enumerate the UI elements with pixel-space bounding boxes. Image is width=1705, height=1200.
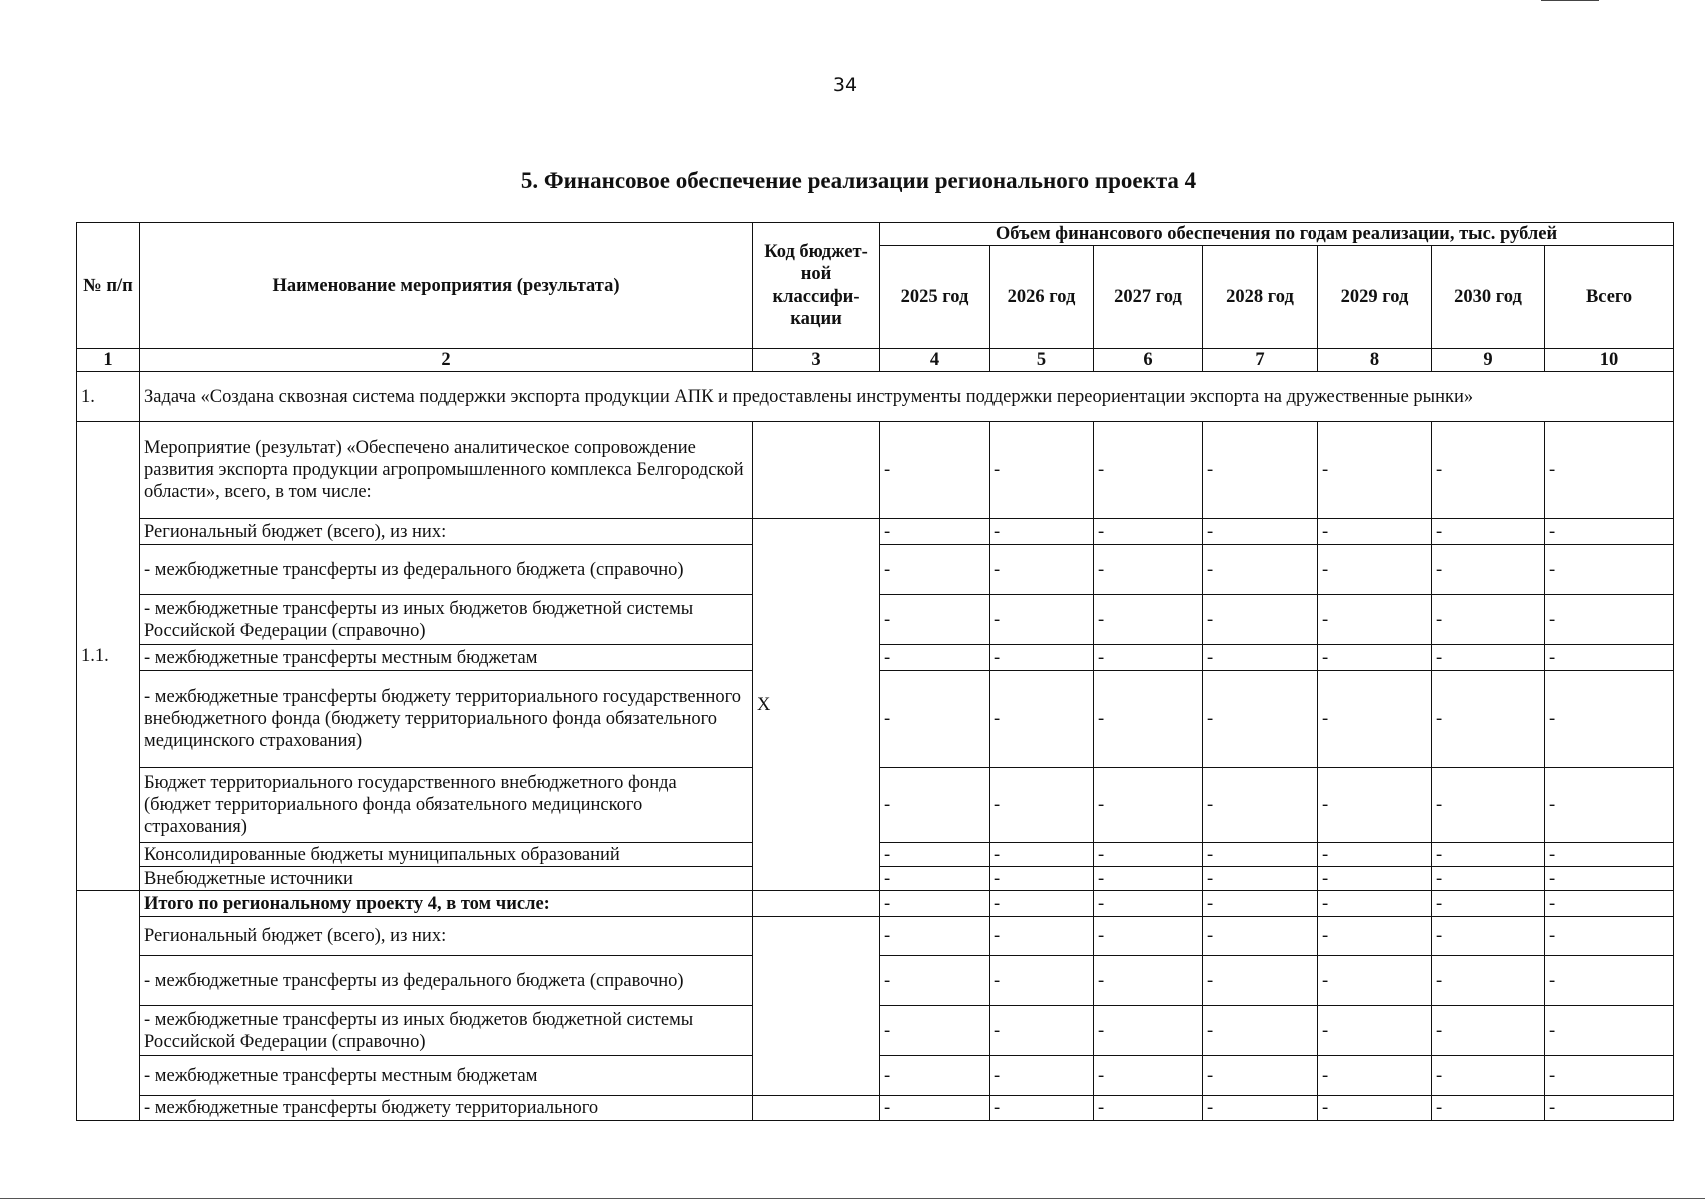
- year-value: -: [1318, 1006, 1432, 1056]
- year-value: -: [880, 867, 990, 891]
- header-name: Наименование мероприятия (результата): [140, 223, 753, 349]
- year-value: -: [1094, 671, 1203, 768]
- year-value: -: [1094, 422, 1203, 519]
- row-number: 1.1.: [77, 422, 140, 891]
- year-value: -: [1094, 1096, 1203, 1121]
- row-name: - межбюджетные трансферты бюджету территориального государственного внебюджетного фонда (бюджету территориального фонда обязательного медицинского страхования): [140, 671, 753, 768]
- column-number: 10: [1545, 349, 1674, 372]
- year-value: -: [1432, 1006, 1545, 1056]
- year-value: -: [1318, 891, 1432, 917]
- year-value: -: [1203, 956, 1318, 1006]
- year-value: -: [990, 671, 1094, 768]
- row-name: Мероприятие (результат) «Обеспечено аналитическое сопровождение развития экспорта продукции агропромышленного комплекса Белгородской области», всего, в том числе:: [140, 422, 753, 519]
- total-value: -: [1545, 867, 1674, 891]
- header-volume: Объем финансового обеспечения по годам реализации, тыс. рублей: [880, 223, 1674, 246]
- year-value: -: [880, 1056, 990, 1096]
- column-number: 3: [753, 349, 880, 372]
- task-row: [77, 372, 1674, 422]
- total-value: -: [1545, 1056, 1674, 1096]
- year-value: -: [1203, 768, 1318, 843]
- year-value: -: [990, 1096, 1094, 1121]
- year-value: -: [1318, 1056, 1432, 1096]
- total-value: -: [1545, 1006, 1674, 1056]
- budget-code-cell: [753, 1096, 880, 1121]
- total-value: -: [1545, 843, 1674, 867]
- row-name: - межбюджетные трансферты из федерального бюджета (справочно): [140, 545, 753, 595]
- year-value: -: [1318, 545, 1432, 595]
- year-value: -: [880, 545, 990, 595]
- year-value: -: [1432, 595, 1545, 645]
- year-value: -: [1203, 917, 1318, 956]
- column-number: 5: [990, 349, 1094, 372]
- year-value: -: [1432, 545, 1545, 595]
- year-value: -: [1094, 1056, 1203, 1096]
- year-value: -: [990, 422, 1094, 519]
- year-value: -: [1094, 891, 1203, 917]
- year-value: -: [1432, 768, 1545, 843]
- header-year: 2026 год: [990, 246, 1094, 349]
- year-value: -: [1094, 768, 1203, 843]
- year-value: -: [1318, 843, 1432, 867]
- year-value: -: [1432, 671, 1545, 768]
- header-total: Всего: [1545, 246, 1674, 349]
- year-value: -: [1094, 545, 1203, 595]
- row-name: - межбюджетные трансферты из иных бюджетов бюджетной системы Российской Федерации (справочно): [140, 595, 753, 645]
- year-value: -: [990, 645, 1094, 671]
- total-value: -: [1545, 671, 1674, 768]
- year-value: -: [990, 867, 1094, 891]
- year-value: -: [1432, 843, 1545, 867]
- year-value: -: [880, 671, 990, 768]
- budget-code-cell: [753, 422, 880, 519]
- column-number: 1: [77, 349, 140, 372]
- page-bottom-edge: [0, 1198, 1705, 1199]
- task-text: Задача «Создана сквозная система поддержки экспорта продукции АПК и предоставлены инструменты поддержки переориентации экспорта на дружественные рынки»: [140, 372, 1674, 422]
- row-name: - межбюджетные трансферты бюджету территориального: [140, 1096, 753, 1121]
- header-year: 2028 год: [1203, 246, 1318, 349]
- budget-code-cell: Х: [753, 519, 880, 891]
- year-value: -: [990, 1006, 1094, 1056]
- table-row: [77, 917, 1674, 956]
- row-number: 1.: [77, 372, 140, 422]
- year-value: -: [880, 422, 990, 519]
- year-value: -: [990, 519, 1094, 545]
- year-value: -: [1318, 671, 1432, 768]
- column-number: 6: [1094, 349, 1203, 372]
- year-value: -: [990, 891, 1094, 917]
- year-value: -: [1318, 917, 1432, 956]
- year-value: -: [880, 645, 990, 671]
- budget-code-cell: [753, 917, 880, 1096]
- row-name: Консолидированные бюджеты муниципальных образований: [140, 843, 753, 867]
- header-year: 2030 год: [1432, 246, 1545, 349]
- year-value: -: [1203, 595, 1318, 645]
- year-value: -: [1203, 1056, 1318, 1096]
- year-value: -: [880, 891, 990, 917]
- year-value: -: [1203, 671, 1318, 768]
- table-row: [77, 519, 1674, 545]
- year-value: -: [1203, 843, 1318, 867]
- total-value: -: [1545, 1096, 1674, 1121]
- year-value: -: [1432, 917, 1545, 956]
- year-value: -: [1318, 422, 1432, 519]
- header-num: № п/п: [77, 223, 140, 349]
- page-edge-mark: [1541, 0, 1599, 1]
- year-value: -: [1094, 645, 1203, 671]
- year-value: -: [1318, 1096, 1432, 1121]
- year-value: -: [1318, 768, 1432, 843]
- year-value: -: [1432, 1056, 1545, 1096]
- column-number: 4: [880, 349, 990, 372]
- year-value: -: [1318, 867, 1432, 891]
- year-value: -: [1432, 422, 1545, 519]
- year-value: -: [1203, 1006, 1318, 1056]
- row-name: Итого по региональному проекту 4, в том числе:: [140, 891, 753, 917]
- total-value: -: [1545, 768, 1674, 843]
- row-name: - межбюджетные трансферты местным бюджетам: [140, 1056, 753, 1096]
- year-value: -: [990, 545, 1094, 595]
- year-value: -: [1203, 891, 1318, 917]
- row-name: Внебюджетные источники: [140, 867, 753, 891]
- year-value: -: [990, 956, 1094, 1006]
- year-value: -: [880, 917, 990, 956]
- table-row: [77, 1096, 1674, 1121]
- year-value: -: [1203, 519, 1318, 545]
- year-value: -: [1203, 1096, 1318, 1121]
- year-value: -: [1318, 956, 1432, 1006]
- year-value: -: [990, 1056, 1094, 1096]
- year-value: -: [880, 595, 990, 645]
- year-value: -: [990, 917, 1094, 956]
- table-row: [77, 891, 1674, 917]
- header-year: 2029 год: [1318, 246, 1432, 349]
- header-budget-code: Код бюджет-ной классифи-кации: [753, 223, 880, 349]
- column-numbers-row: [77, 349, 1674, 372]
- year-value: -: [1203, 422, 1318, 519]
- budget-code-cell: [753, 891, 880, 917]
- year-value: -: [990, 595, 1094, 645]
- year-value: -: [1094, 956, 1203, 1006]
- total-value: -: [1545, 917, 1674, 956]
- year-value: -: [880, 1096, 990, 1121]
- year-value: -: [1094, 867, 1203, 891]
- page-number: 34: [832, 74, 858, 96]
- row-number: [77, 891, 140, 1121]
- row-name: Региональный бюджет (всего), из них:: [140, 917, 753, 956]
- row-name: Бюджет территориального государственного внебюджетного фонда (бюджет территориального фонда обязательного медицинского страхования): [140, 768, 753, 843]
- financing-table: [76, 222, 1674, 1121]
- year-value: -: [1432, 519, 1545, 545]
- row-name: - межбюджетные трансферты из иных бюджетов бюджетной системы Российской Федерации (справочно): [140, 1006, 753, 1056]
- total-value: -: [1545, 545, 1674, 595]
- year-value: -: [1094, 917, 1203, 956]
- year-value: -: [1094, 843, 1203, 867]
- total-value: -: [1545, 645, 1674, 671]
- total-value: -: [1545, 891, 1674, 917]
- column-number: 2: [140, 349, 753, 372]
- year-value: -: [1432, 1096, 1545, 1121]
- year-value: -: [1432, 645, 1545, 671]
- header-year: 2027 год: [1094, 246, 1203, 349]
- column-number: 9: [1432, 349, 1545, 372]
- row-name: Региональный бюджет (всего), из них:: [140, 519, 753, 545]
- row-name: - межбюджетные трансферты из федерального бюджета (справочно): [140, 956, 753, 1006]
- year-value: -: [990, 843, 1094, 867]
- year-value: -: [880, 519, 990, 545]
- document-title: 5. Финансовое обеспечение реализации регионального проекта 4: [520, 168, 1197, 193]
- year-value: -: [1318, 645, 1432, 671]
- year-value: -: [880, 768, 990, 843]
- year-value: -: [1432, 956, 1545, 1006]
- total-value: -: [1545, 595, 1674, 645]
- year-value: -: [1432, 867, 1545, 891]
- row-name: - межбюджетные трансферты местным бюджетам: [140, 645, 753, 671]
- year-value: -: [880, 1006, 990, 1056]
- year-value: -: [880, 956, 990, 1006]
- total-value: -: [1545, 956, 1674, 1006]
- header-year: 2025 год: [880, 246, 990, 349]
- year-value: -: [1203, 545, 1318, 595]
- year-value: -: [1318, 519, 1432, 545]
- year-value: -: [880, 843, 990, 867]
- table-row: [77, 422, 1674, 519]
- year-value: -: [1094, 595, 1203, 645]
- total-value: -: [1545, 422, 1674, 519]
- total-value: -: [1545, 519, 1674, 545]
- column-number: 7: [1203, 349, 1318, 372]
- year-value: -: [990, 768, 1094, 843]
- year-value: -: [1432, 891, 1545, 917]
- year-value: -: [1318, 595, 1432, 645]
- year-value: -: [1094, 1006, 1203, 1056]
- year-value: -: [1094, 519, 1203, 545]
- year-value: -: [1203, 867, 1318, 891]
- year-value: -: [1203, 645, 1318, 671]
- column-number: 8: [1318, 349, 1432, 372]
